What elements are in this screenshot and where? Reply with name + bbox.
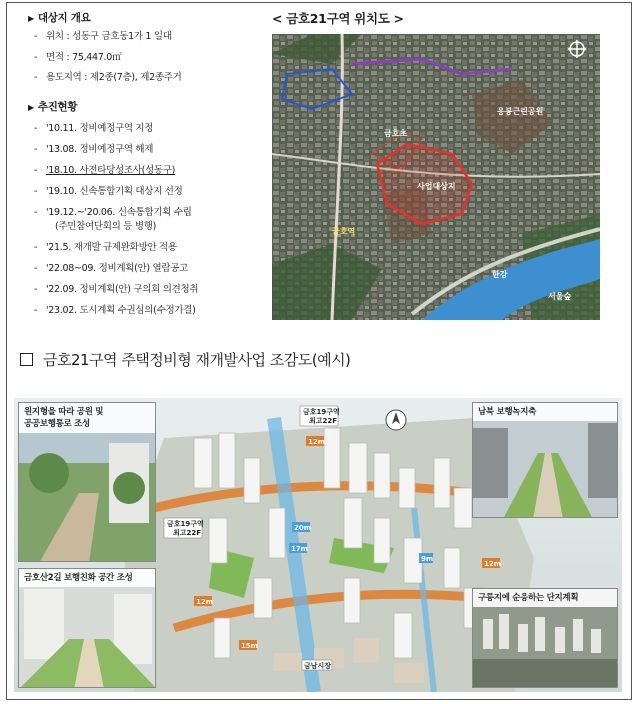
birdseye-title: 금호21구역 주택정비형 재개발사업 조감도(예시)	[43, 351, 351, 369]
overview-title: 대상지 개요	[37, 12, 91, 24]
progress-item: - '19.10. 신속통합기획 대상지 선정	[34, 186, 183, 197]
inset-caption: 구릉지에 순응하는 단지계획	[473, 589, 617, 607]
triangle-bullet-icon: ▶	[28, 103, 34, 112]
label-floors-top-sub: 최고22F	[309, 417, 338, 425]
label-floors-top: 금호19구역	[303, 408, 340, 416]
forest-label: 서울숲	[548, 292, 572, 301]
label-width-12c: 12m	[196, 598, 214, 606]
location-map	[272, 34, 600, 320]
overview-item: - 위치 : 성동구 금호동1가 1 일대	[34, 31, 172, 42]
progress-sub-note: (주민참여단회의 등 병행)	[55, 221, 157, 232]
progress-item: - '19.12.~'20.06. 신속통합기획 수립	[34, 207, 192, 218]
site-label: 사업대상지	[417, 182, 456, 191]
inset-park-walkway	[18, 402, 156, 562]
inset-caption: 원지형을 따라 공원 및 공공보행통로 조성	[19, 403, 155, 433]
progress-item: - '23.02. 도시계획 수권심의(수정가결)	[34, 305, 196, 316]
inset-caption: 남북 보행녹지축	[473, 403, 617, 421]
label-station: 금남시장	[304, 662, 332, 670]
aerial-map-image	[272, 34, 600, 320]
river-label: 한강	[492, 270, 508, 279]
overview-heading	[28, 10, 90, 25]
label-floors-left: 금호19구역	[167, 520, 204, 528]
progress-item: - '10.11. 정비예정구역 지정	[34, 123, 154, 134]
progress-title: 추진현황	[37, 101, 78, 113]
progress-item: - '21.5. 재개발 규제완화방안 적용	[34, 242, 177, 253]
label-width-20: 20m	[294, 524, 312, 532]
school-label: 금호초	[384, 129, 408, 138]
inset-caption: 금호산2길 보행친화 공간 조성	[19, 569, 155, 587]
label-width-15: 15m	[241, 642, 259, 650]
label-floors-left-sub: 최고22F	[173, 529, 202, 537]
label-width-12a: 12m	[308, 438, 326, 446]
birdseye-heading	[20, 349, 350, 370]
overview-item: - 용도지역 : 제2종(7층), 제2종주거	[34, 72, 182, 83]
label-width-12b: 12m	[484, 560, 502, 568]
square-bullet-icon	[20, 353, 33, 366]
birdseye-rendering	[14, 398, 622, 692]
overview-item: - 면적 : 75,447.0㎡	[34, 52, 122, 63]
map-title: < 금호21구역 위치도 >	[272, 11, 404, 26]
progress-item: - '18.10. 사전타당성조사(성동구)	[34, 165, 176, 176]
triangle-bullet-icon: ▶	[28, 14, 34, 23]
progress-heading	[28, 99, 77, 114]
label-width-17: 17m	[291, 545, 309, 553]
park-label: 응봉근린공원	[497, 107, 544, 116]
label-width-9: 9m	[421, 555, 434, 563]
inset-pedestrian-space	[18, 568, 156, 688]
progress-item: - '22.09. 정비계획(안) 구의회 의견청취	[34, 284, 199, 295]
subway-label: 금호역	[332, 227, 356, 236]
progress-item: - '13.08. 정비예정구역 해제	[34, 144, 154, 155]
progress-item: - '22.08~09. 정비계획(안) 열람공고	[34, 263, 189, 274]
inset-green-axis	[472, 402, 618, 518]
inset-hillside-plan	[472, 588, 618, 688]
